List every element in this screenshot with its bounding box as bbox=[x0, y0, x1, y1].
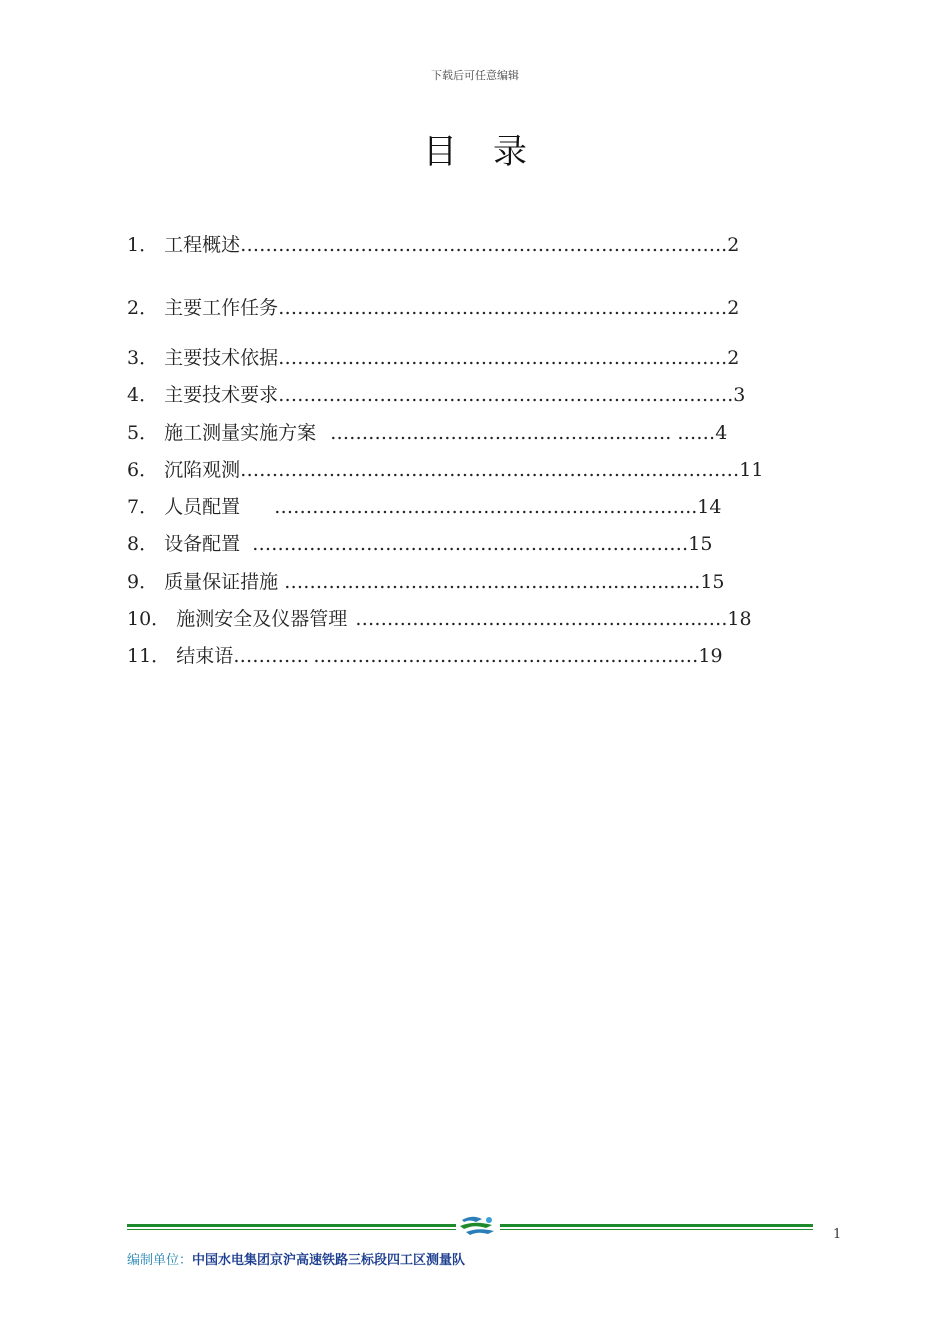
toc-entry-number: 1． bbox=[127, 234, 159, 256]
toc-entry[interactable] bbox=[127, 232, 739, 258]
footer-label: 编制单位： bbox=[127, 1253, 193, 1268]
toc-entry-page: ..…..………11 bbox=[639, 459, 764, 481]
toc-entry-page: ..……. ……4 bbox=[615, 422, 728, 444]
toc-entry-title: 人员配置 bbox=[164, 496, 241, 518]
toc-entry-page: ….…….2 bbox=[658, 347, 740, 369]
toc-entry-leader: …………………………………………………… bbox=[278, 384, 659, 406]
header-note: 下载后可任意编辑 bbox=[431, 69, 519, 82]
toc-entry-number: 5． bbox=[127, 422, 159, 444]
toc-entry[interactable] bbox=[127, 457, 763, 483]
toc-entry-title: 主要技术要求 bbox=[164, 384, 279, 406]
toc-entry[interactable] bbox=[127, 420, 727, 446]
toc-entry-page: ..2 bbox=[715, 234, 740, 256]
toc-entry[interactable] bbox=[127, 382, 745, 408]
toc-entry-leader: ……… bbox=[284, 571, 342, 593]
toc-entry-number: 9． bbox=[127, 571, 159, 593]
toc-entry-title: 主要工作任务 bbox=[164, 297, 279, 319]
toc-entry-page: ..……………..14 bbox=[578, 496, 722, 518]
company-logo-icon bbox=[456, 1212, 500, 1240]
toc-entry[interactable] bbox=[127, 494, 721, 520]
toc-entry-title: 施工测量实施方案 bbox=[164, 422, 317, 444]
toc-entry[interactable] bbox=[127, 643, 723, 669]
toc-entry-page: ………………………………………..……..….18 bbox=[355, 608, 752, 630]
toc-entry-leader: ………… bbox=[233, 645, 310, 667]
toc-entry-title: 设备配置 bbox=[164, 533, 241, 555]
toc-entry-number: 11． bbox=[127, 645, 171, 667]
toc-entry[interactable] bbox=[127, 606, 752, 632]
toc-entry-leader: ………………………………………… bbox=[274, 496, 579, 518]
toc-entry-number: 7． bbox=[127, 496, 159, 518]
toc-entry-page: ………………………………………..………..…19 bbox=[313, 645, 723, 667]
toc-entry-number: 2． bbox=[127, 297, 159, 319]
toc-entry[interactable] bbox=[127, 569, 725, 595]
page-number: 1 bbox=[833, 1227, 842, 1242]
toc-entry[interactable] bbox=[127, 345, 739, 371]
footer-unit: 中国水电集团京沪高速铁路三标段四工区测量队 bbox=[192, 1253, 466, 1268]
toc-entry-page: …..……2 bbox=[658, 297, 740, 319]
toc-entry-leader: ……………………………………… bbox=[330, 422, 616, 444]
toc-entry-page: ……………………………………..……….……15 bbox=[309, 533, 713, 555]
toc-entry-number: 8． bbox=[127, 533, 159, 555]
toc-entry[interactable] bbox=[127, 295, 739, 321]
toc-entry-title: 主要技术依据 bbox=[164, 347, 279, 369]
toc-entry-title: 质量保证措施 bbox=[164, 571, 279, 593]
toc-entry-title: 结束语 bbox=[176, 645, 234, 667]
toc-entry-leader: ……… bbox=[252, 533, 310, 555]
toc-entry-leader: ……………………………………………………… bbox=[240, 459, 640, 481]
toc-entry-number: 3． bbox=[127, 347, 159, 369]
toc-entry-leader: ………………………………………………………………… bbox=[240, 234, 716, 256]
toc-entry-leader: …………………………………………………… bbox=[278, 297, 659, 319]
toc-entry-title: 工程概述 bbox=[164, 234, 241, 256]
toc-entry-leader: …………………………………………………… bbox=[278, 347, 659, 369]
toc-entry-number: 6． bbox=[127, 459, 159, 481]
toc-entry-number: 4． bbox=[127, 384, 159, 406]
toc-entry-number: 10． bbox=[127, 608, 171, 630]
toc-entry[interactable] bbox=[127, 531, 712, 557]
toc-entry-page: ……………………………………..……..…..15 bbox=[341, 571, 725, 593]
toc-entry-page: …..…….3 bbox=[658, 384, 746, 406]
toc-entry-title: 施测安全及仪器管理 bbox=[176, 608, 348, 630]
footer-compiler bbox=[127, 1249, 465, 1268]
toc-entry-title: 沉陷观测 bbox=[164, 459, 241, 481]
page-title: 目录 bbox=[423, 132, 563, 172]
